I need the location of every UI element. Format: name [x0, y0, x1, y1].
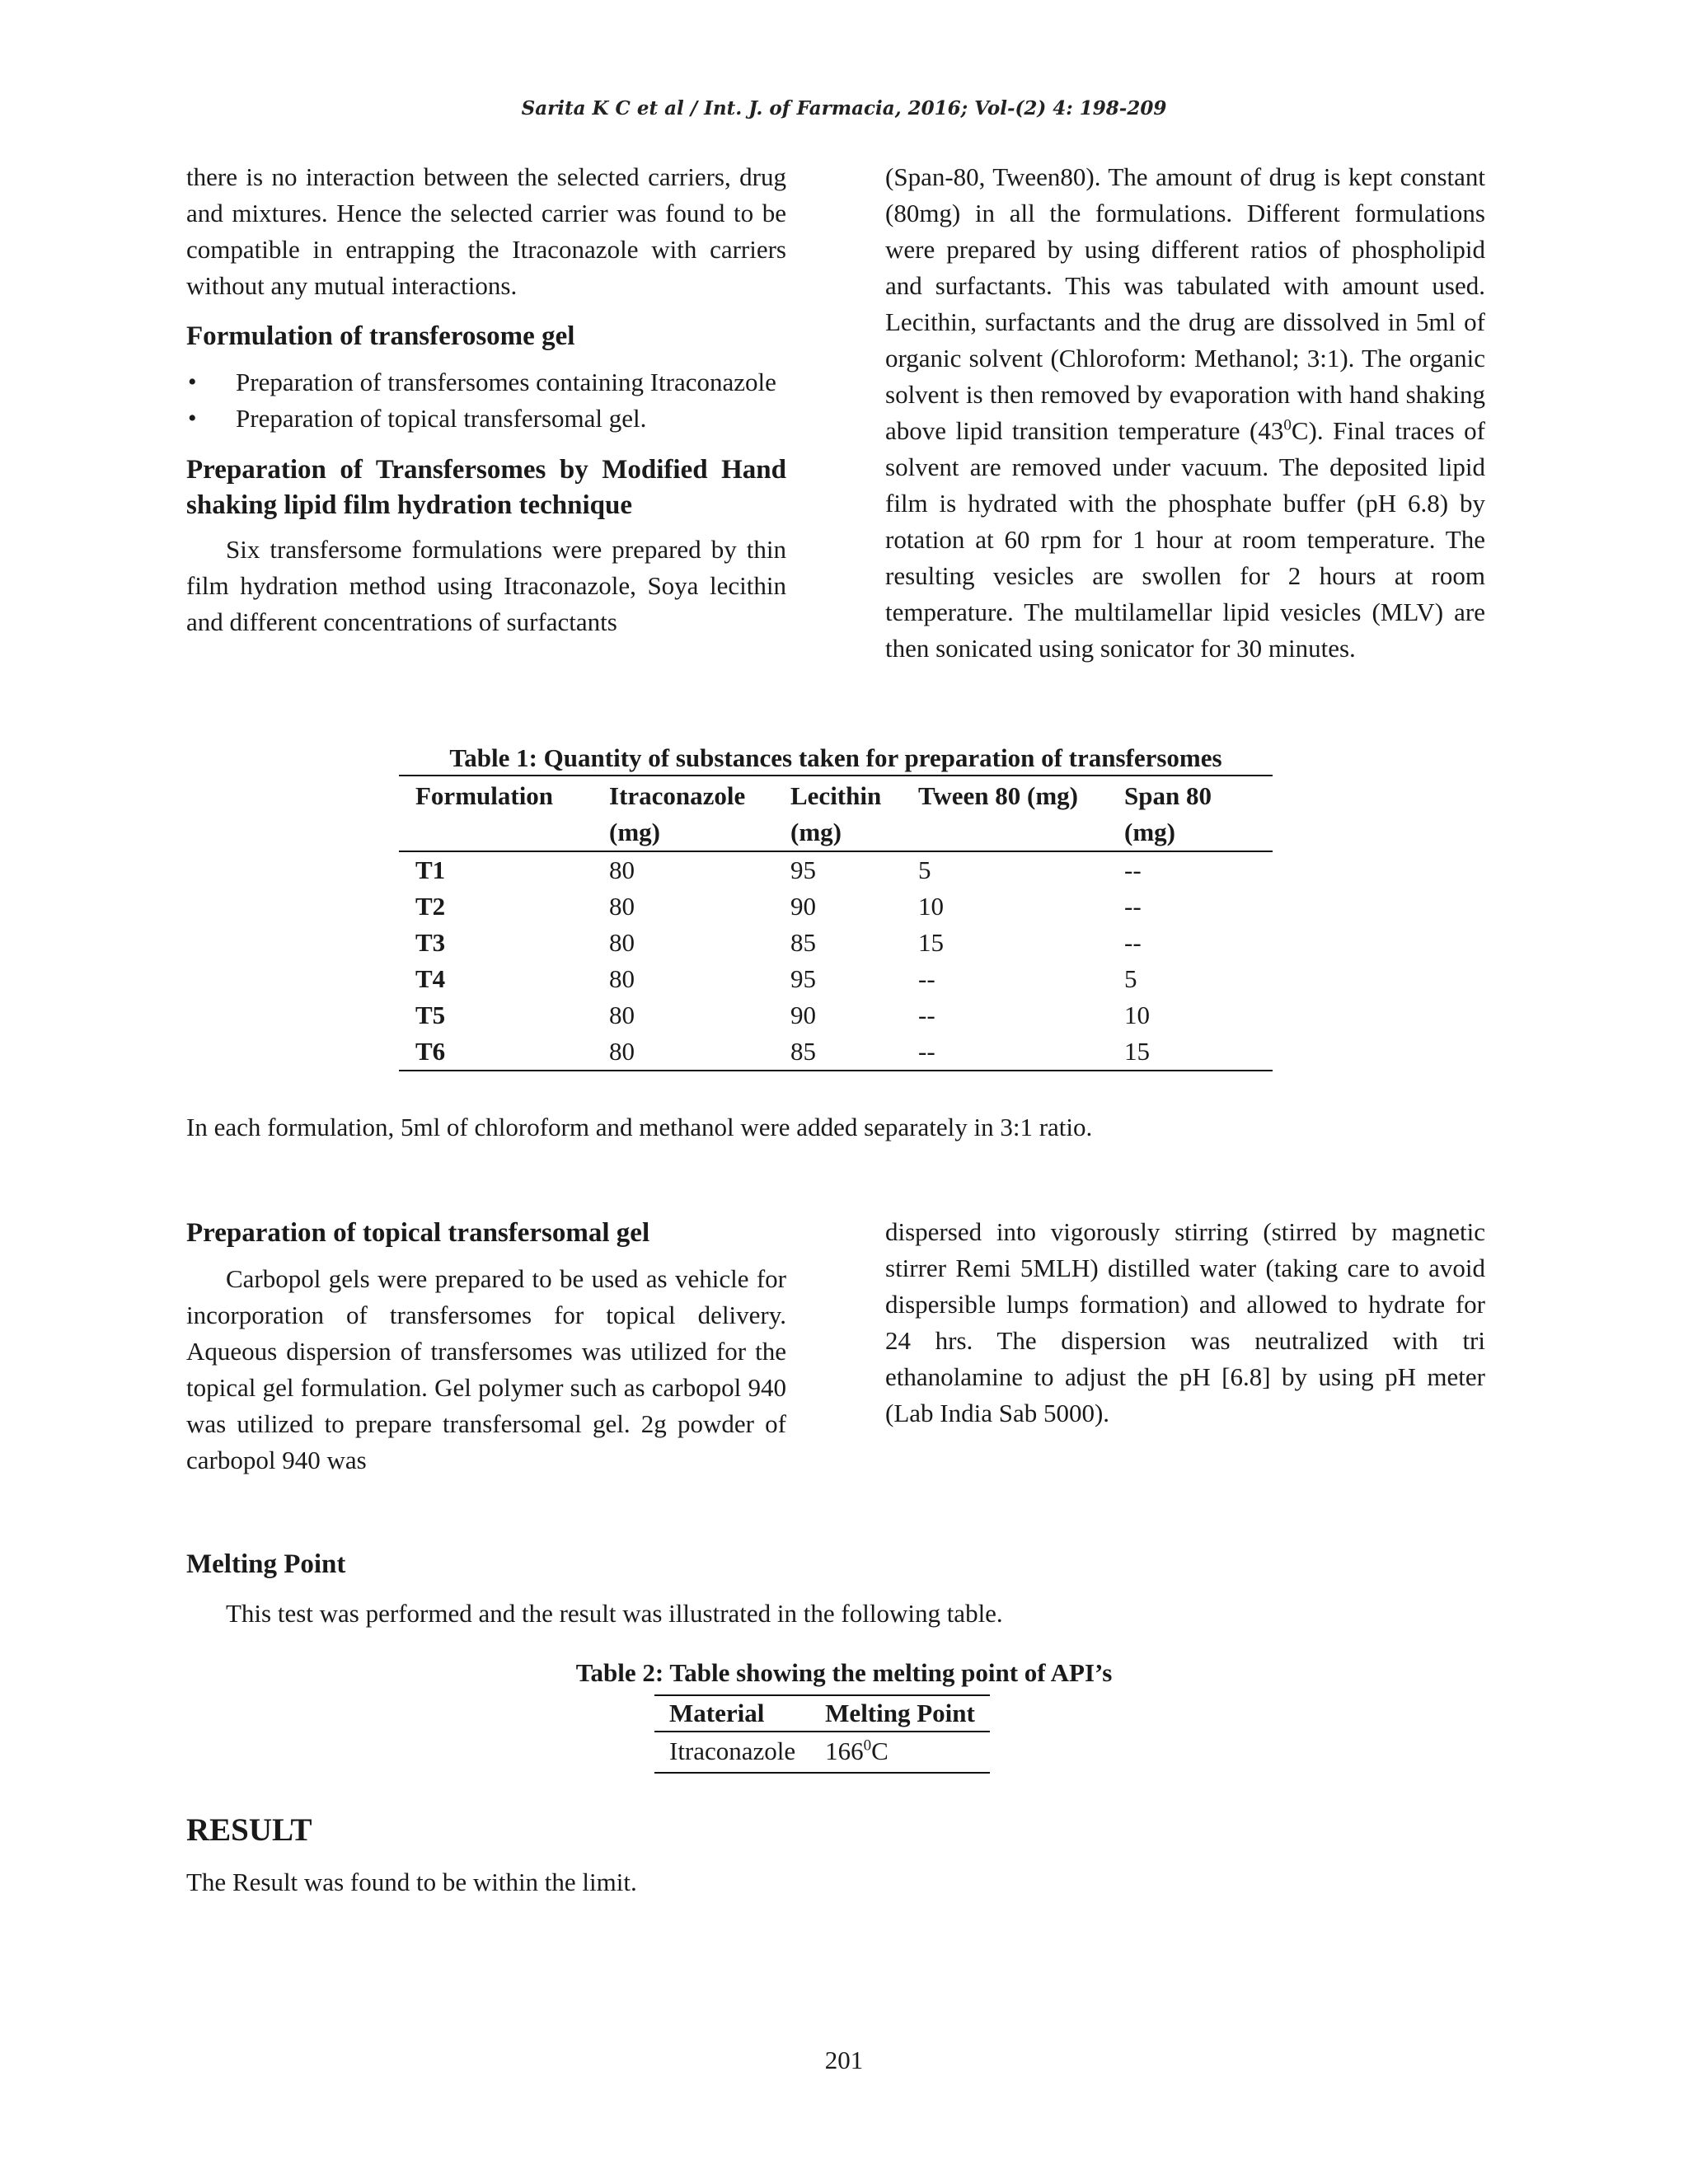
table-cell: 80 [609, 892, 635, 921]
section-heading-preparation: Preparation of Transfersomes by Modified Hand shaking lipid film hydration technique [186, 455, 786, 520]
column-header: Tween 80 (mg) [902, 776, 1108, 851]
table-row [654, 1732, 990, 1773]
left-column [186, 159, 786, 640]
table-note: In each formulation, 5ml of chloroform and methanol were added separately in 3:1 ratio. [186, 1113, 1093, 1141]
column-header: Melting Point [810, 1695, 990, 1732]
paragraph-part: (Span-80, Tween80). The amount of drug is kept constant (80mg) in all the formulations. Different formulations were prepared by using different ratios of phospholipid and surfactants. This was tabulated with amount used. Lecithin, surfactants and the drug are dissolved in 5ml of organic solvent (Chloroform: Methanol; 3:1). The organic solvent is then removed by evaporation with hand shaking above lipid transition temperature (43 [885, 162, 1485, 445]
table-2-caption: Table 2: Table showing the melting point of API’s [575, 1658, 1113, 1687]
paragraph: dispersed into vigorously stirring (stirred by magnetic stirrer Remi 5MLH) distilled water (taking care to avoid dispersible lumps formation) and allowed to hydrate for 24 hrs. The dispersion was neutralized with tri ethanolamine to adjust the pH [6.8] by using pH meter (Lab India Sab 5000). [885, 1217, 1485, 1427]
table-cell: 80 [609, 855, 635, 884]
formulation-id: T2 [415, 892, 446, 921]
formulation-id: T6 [399, 1033, 593, 1071]
right-column [885, 159, 1485, 667]
table-cell: 5 [918, 855, 931, 884]
page-number: 201 [824, 2046, 864, 2074]
table-cell: 80 [609, 1001, 635, 1029]
table-cell: Itraconazole [654, 1732, 810, 1773]
gel-right-column [885, 1214, 1485, 1432]
result-heading: RESULT [186, 1812, 312, 1848]
table-1 [399, 743, 1273, 1071]
table-cell: 10 [918, 892, 944, 921]
list-item: • Preparation of topical transfersomal gel. [186, 401, 786, 437]
formulation-id: T5 [415, 1001, 446, 1029]
paragraph: This test was performed and the result was illustrated in the following table. [226, 1599, 1003, 1628]
paragraph: Carbopol gels were prepared to be used as vehicle for incorporation of transfersomes for topical delivery. Aqueous dispersion of transfersomes was utilized for the topical gel formulation. Gel polymer such as carbopol 940 was utilized to prepare transfersomal gel. 2g powder of carbopol 940 was [186, 1264, 786, 1474]
result-text: The Result was found to be within the limit. [186, 1868, 637, 1896]
table-cell: 15 [918, 928, 944, 957]
running-head: Sarita K C et al / Int. J. of Farmacia, 2016; Vol-(2) 4: 198-209 [521, 97, 1167, 120]
table-cell: 10 [1124, 1001, 1150, 1029]
table-cell: 80 [609, 928, 635, 957]
table-cell: 95 [790, 964, 816, 993]
table-cell: -- [1124, 855, 1142, 884]
column-header: Itraconazole (mg) [593, 776, 774, 851]
table-header-row [654, 1695, 990, 1732]
table-row [399, 1033, 1273, 1071]
list-item: • Preparation of transfersomes containing Itraconazole [186, 364, 786, 401]
table-header-row [399, 776, 1273, 851]
table-cell: 90 [790, 892, 816, 921]
paragraph: there is no interaction between the selected carriers, drug and mixtures. Hence the selected carrier was found to be compatible in entrapping the Itraconazole with carriers without any mutual interactions. [186, 162, 786, 300]
column-header: Span 80 (mg) [1108, 776, 1273, 851]
table-row [399, 925, 1273, 961]
formulation-id: T1 [415, 855, 446, 884]
table-body [399, 851, 1273, 1071]
table-cell: -- [902, 1033, 1108, 1071]
table-row [399, 851, 1273, 888]
table-cell: 90 [790, 1001, 816, 1029]
gel-left-column [186, 1216, 786, 1479]
table-cell: 80 [593, 1033, 774, 1071]
table-2 [654, 1694, 990, 1774]
table-cell: 80 [609, 964, 635, 993]
column-header: Lecithin (mg) [774, 776, 902, 851]
table-cell: -- [918, 964, 935, 993]
table-cell: 5 [1124, 964, 1137, 993]
section-heading-formulation: Formulation of transferosome gel [186, 321, 575, 351]
table-caption: Table 1: Quantity of substances taken for preparation of transfersomes [449, 743, 1222, 772]
paragraph-part: C). Final traces of solvent are removed under vacuum. The deposited lipid film is hydrated with the phosphate buffer (pH 6.8) by rotation at 60 rpm for 1 hour at room temperature. The resulting vesicles are swollen for 2 hours at room temperature. The multilamellar lipid vesicles (MLV) are then sonicated using sonicator for 30 minutes. [885, 416, 1485, 663]
paragraph: Six transfersome formulations were prepared by thin film hydration method using Itraconazole, Soya lecithin and different concentrations of surfactants [186, 535, 786, 636]
table-cell: 85 [774, 1033, 902, 1071]
table-cell: -- [1124, 892, 1142, 921]
formulation-id: T3 [415, 928, 446, 957]
table-row [399, 888, 1273, 925]
table-cell: 85 [790, 928, 816, 957]
table-cell: 95 [790, 855, 816, 884]
section-heading-gel: Preparation of topical transfersomal gel [186, 1218, 650, 1248]
superscript: 0 [1283, 416, 1292, 434]
bullet-list [186, 364, 786, 437]
table-row [399, 997, 1273, 1033]
table-cell: -- [1124, 928, 1142, 957]
mp-unit: C [871, 1736, 889, 1765]
table-cell: 15 [1108, 1033, 1273, 1071]
table-cell: -- [918, 1001, 935, 1029]
mp-value: 166 [825, 1736, 864, 1765]
table-cell [810, 1732, 990, 1773]
table-row [399, 961, 1273, 997]
formulation-id: T4 [415, 964, 446, 993]
column-header: Material [654, 1695, 810, 1732]
column-header: Formulation [399, 776, 593, 851]
section-heading-melting-point: Melting Point [186, 1549, 346, 1579]
paragraph [885, 159, 1485, 667]
superscript: 0 [863, 1736, 872, 1755]
